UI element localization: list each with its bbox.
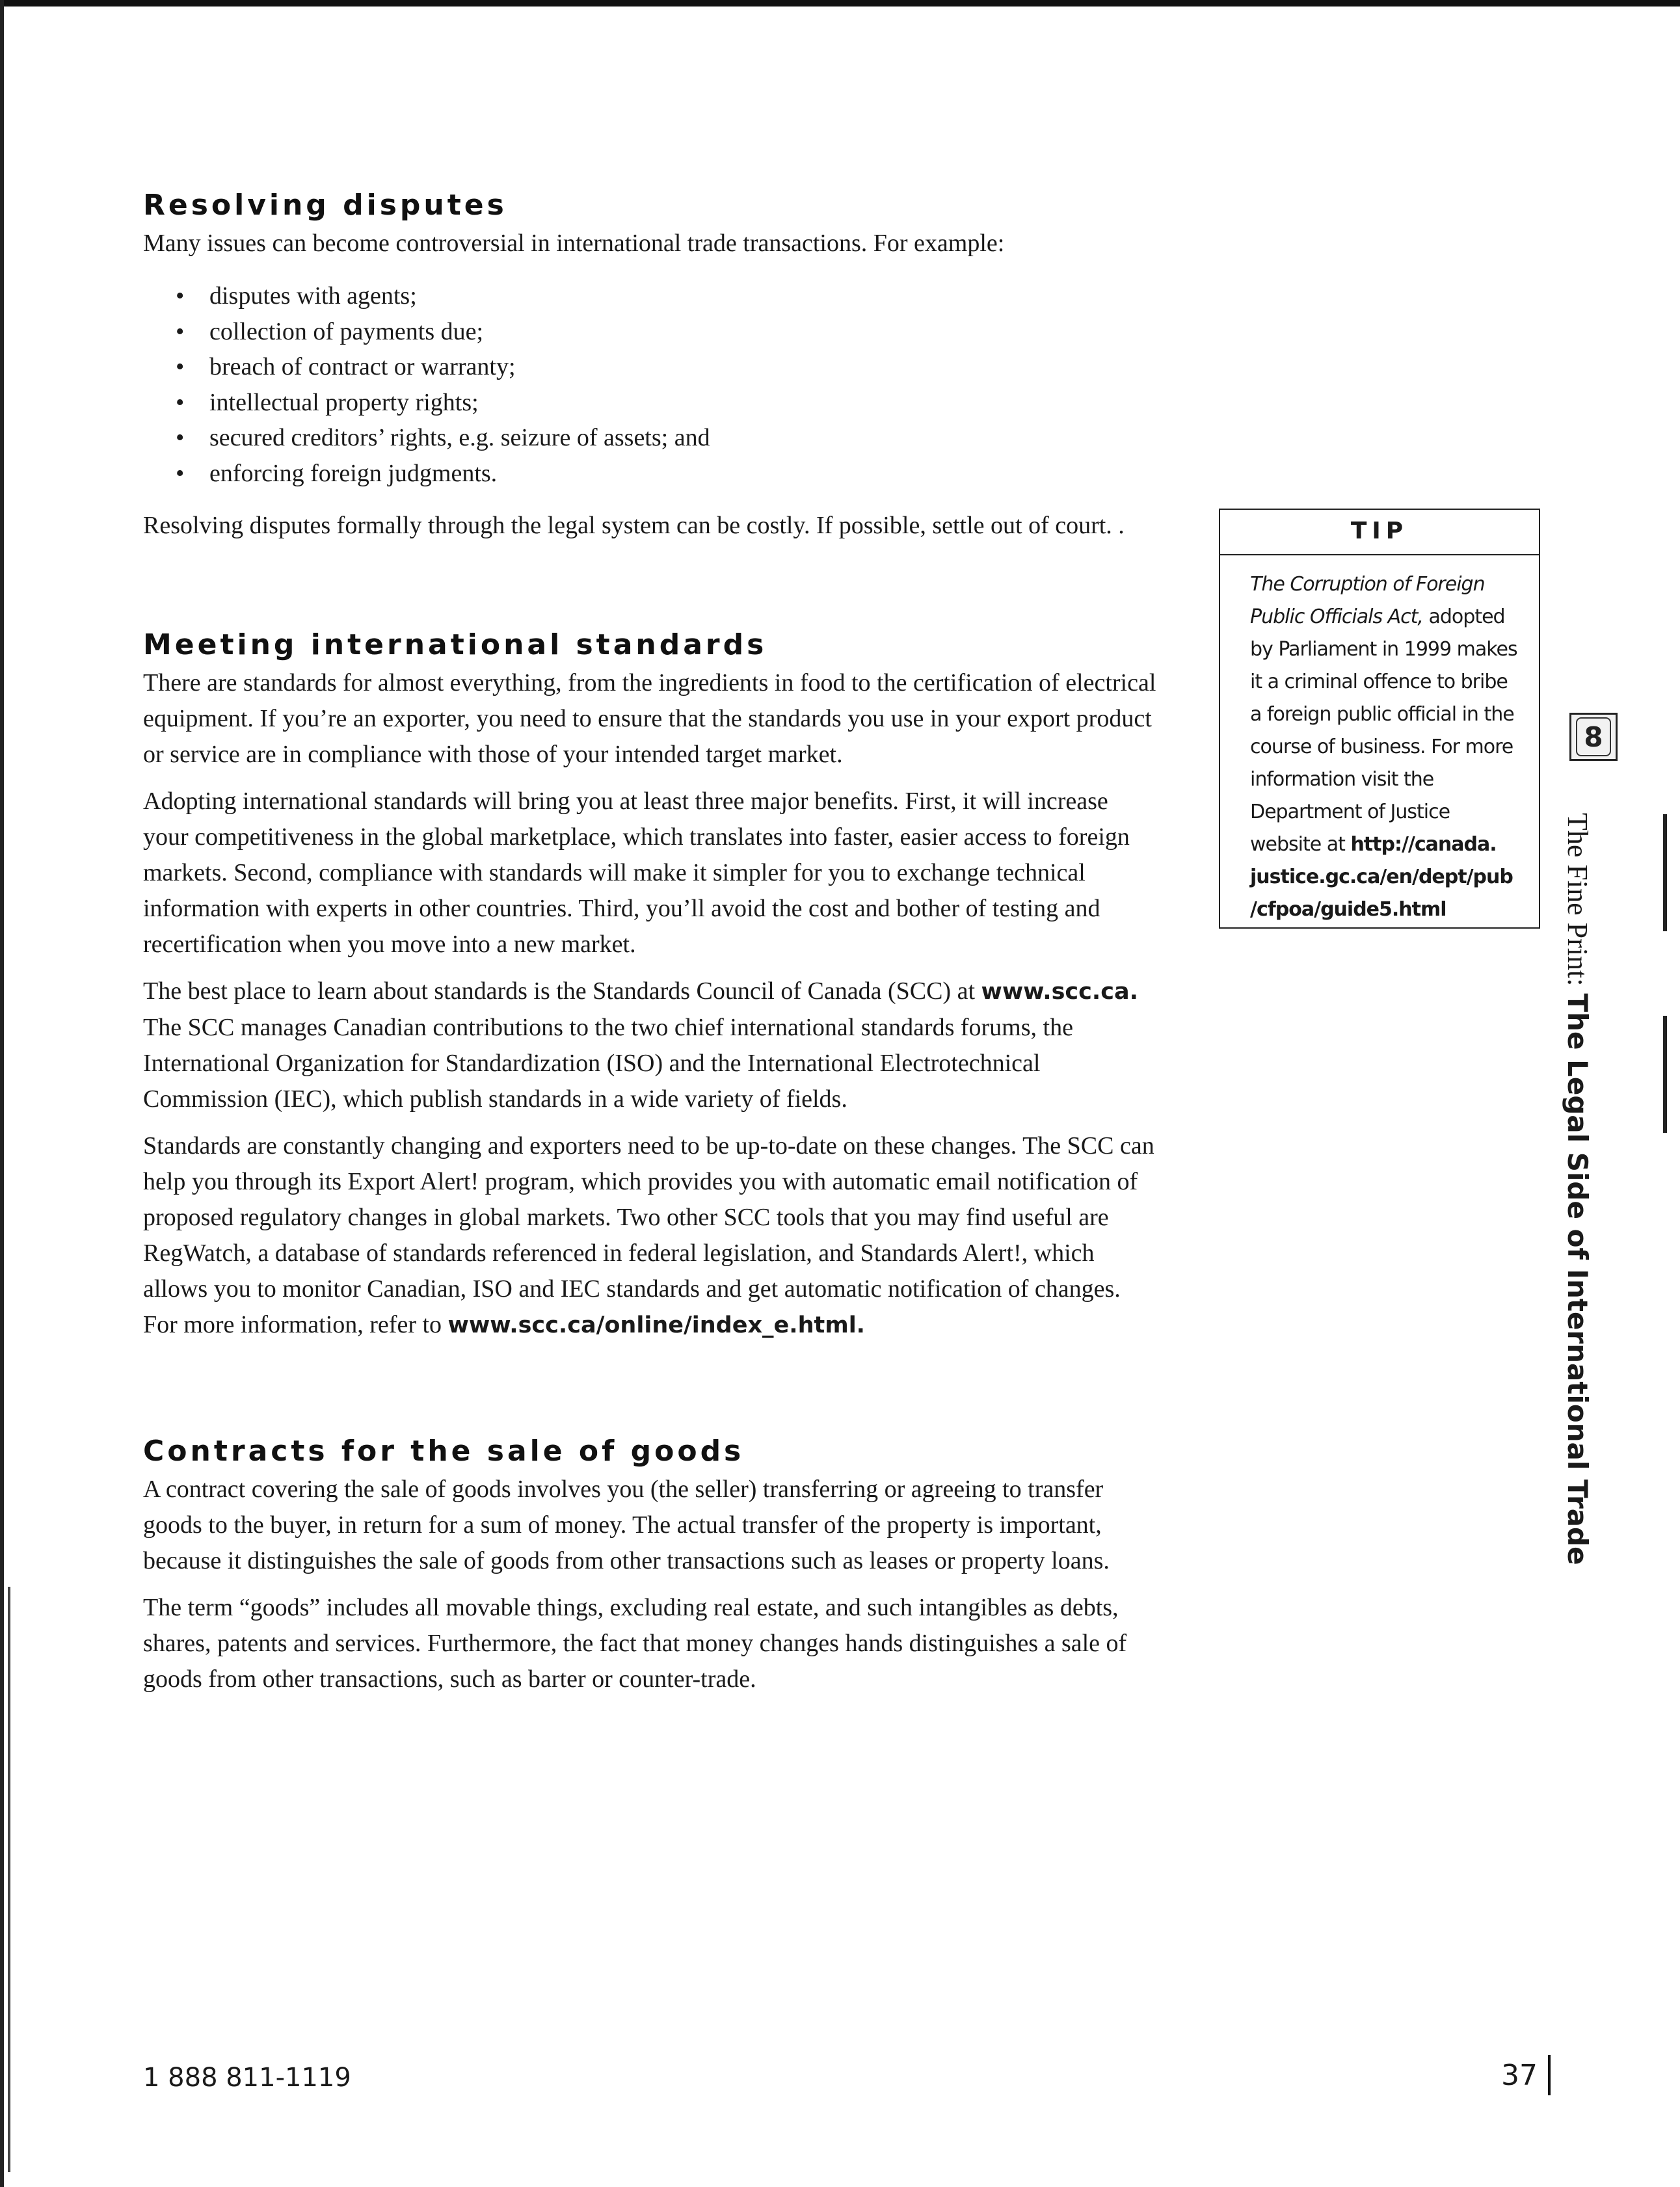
text-run: Standards are constantly changing and exporters need to be up-to-date on these changes. The SCC can help you through its Export Alert! program, which provides you with automatic email notification of proposed regulatory changes in global markets. Two other SCC tools that you may find useful are RegWatch, a database of standards referenced in federal legislation, and Standards Alert!, which allows you to monitor Canadian, ISO and IEC standards and get automatic notification of changes. For more information, refer to [143, 1132, 1154, 1338]
list-item: • disputes with agents; [176, 278, 1158, 314]
page-number-rule [1548, 2055, 1551, 2095]
chapter-number: 8 [1576, 717, 1611, 756]
tip-act-title: The Corruption of Foreign Public Officials Act, [1250, 573, 1485, 628]
scc-link[interactable]: www.scc.ca. [981, 979, 1138, 1005]
dispute-list [143, 278, 1158, 491]
tip-body [1220, 555, 1539, 926]
section-resolving-disputes [143, 185, 1158, 544]
text-run: The best place to learn about standards is the Standards Council of Canada (SCC) at [143, 977, 976, 1005]
chapter-title: The Legal Side of International Trade [1562, 993, 1593, 1565]
contracts-paragraph-1: A contract covering the sale of goods involves you (the seller) transferring or agreeing to transfer goods to the buyer, in return for a sum of money. The actual transfer of the property is important, because it distinguishes the sale of goods from other transactions such as leases or property loans. [143, 1476, 1110, 1574]
chapter-badge [1569, 713, 1618, 761]
edge-marker [1663, 1016, 1667, 1133]
section-spacer [143, 1355, 1158, 1431]
main-content [143, 185, 1158, 1708]
heading-resolving-disputes: Resolving disputes [143, 189, 507, 222]
scan-edge-left [0, 0, 4, 2187]
standards-paragraph-1: There are standards for almost everything, from the ingredients in food to the certification of electrical equipment. If you’re an exporter, you need to ensure that the standards you use in your export product or service are in compliance with those of your intended target market. [143, 669, 1156, 768]
heading-international-standards: Meeting international standards [143, 628, 767, 661]
edge-marker [1663, 814, 1667, 931]
list-item: • breach of contract or warranty; [176, 349, 1158, 385]
scan-edge-top [0, 0, 1680, 7]
intro-paragraph: Many issues can become controversial in international trade transactions. For example: [143, 230, 1005, 257]
heading-contracts: Contracts for the sale of goods [143, 1435, 745, 1468]
tip-label: TIP [1220, 510, 1539, 555]
section-contracts [143, 1431, 1158, 1697]
text-run: The SCC manages Canadian contributions to the two chief international standards forums, the International Organization for Standardization (ISO) and the International Electrotechnical Commission (IEC), which publish standards in a wide variety of fields. [143, 1014, 1073, 1113]
contracts-paragraph-2: The term “goods” includes all movable things, excluding real estate, and such intangibles as debts, shares, patents and services. Furthermore, the fact that money changes hands distinguishes a sale of goods from other transactions, such as barter or counter-trade. [143, 1594, 1127, 1693]
closing-paragraph: Resolving disputes formally through the legal system can be costly. If possible, settle out of court. . [143, 512, 1125, 539]
standards-paragraph-3 [143, 974, 1158, 1117]
tip-justice-link[interactable]: http://canada. justice.gc.ca/en/dept/pub /cfpoa/guide5.html [1250, 833, 1513, 921]
standards-paragraph-2: Adopting international standards will bring you at least three major benefits. First, it will increase your competitiveness in the global marketplace, which translates into faster, easier access to foreign markets. Second, compliance with standards will make it simpler for you to exchange technical information with experts in other countries. Third, you’ll avoid the cost and bother of testing and recertification when you move into a new market. [143, 788, 1130, 958]
chapter-title-prefix: The Fine Print: [1562, 813, 1593, 987]
running-chapter-title [1561, 813, 1593, 1565]
standards-paragraph-4 [143, 1128, 1158, 1344]
tip-box [1219, 509, 1540, 929]
tip-text: adopted by Parliament in 1999 makes it a criminal offence to bribe a foreign public official in the course of business. For more information visit the Department of Justice website at [1250, 605, 1517, 856]
list-item: • intellectual property rights; [176, 385, 1158, 421]
scan-edge-left-inner [8, 1587, 10, 2172]
section-international-standards [143, 625, 1158, 1344]
list-item: • enforcing foreign judgments. [176, 456, 1158, 492]
section-spacer [143, 555, 1158, 625]
page-number: 37 [1501, 2059, 1538, 2092]
list-item: • collection of payments due; [176, 314, 1158, 350]
scc-online-link[interactable]: www.scc.ca/online/index_e.html. [447, 1312, 865, 1338]
footer-phone: 1 888 811-1119 [143, 2063, 351, 2093]
list-item: • secured creditors’ rights, e.g. seizure of assets; and [176, 420, 1158, 456]
